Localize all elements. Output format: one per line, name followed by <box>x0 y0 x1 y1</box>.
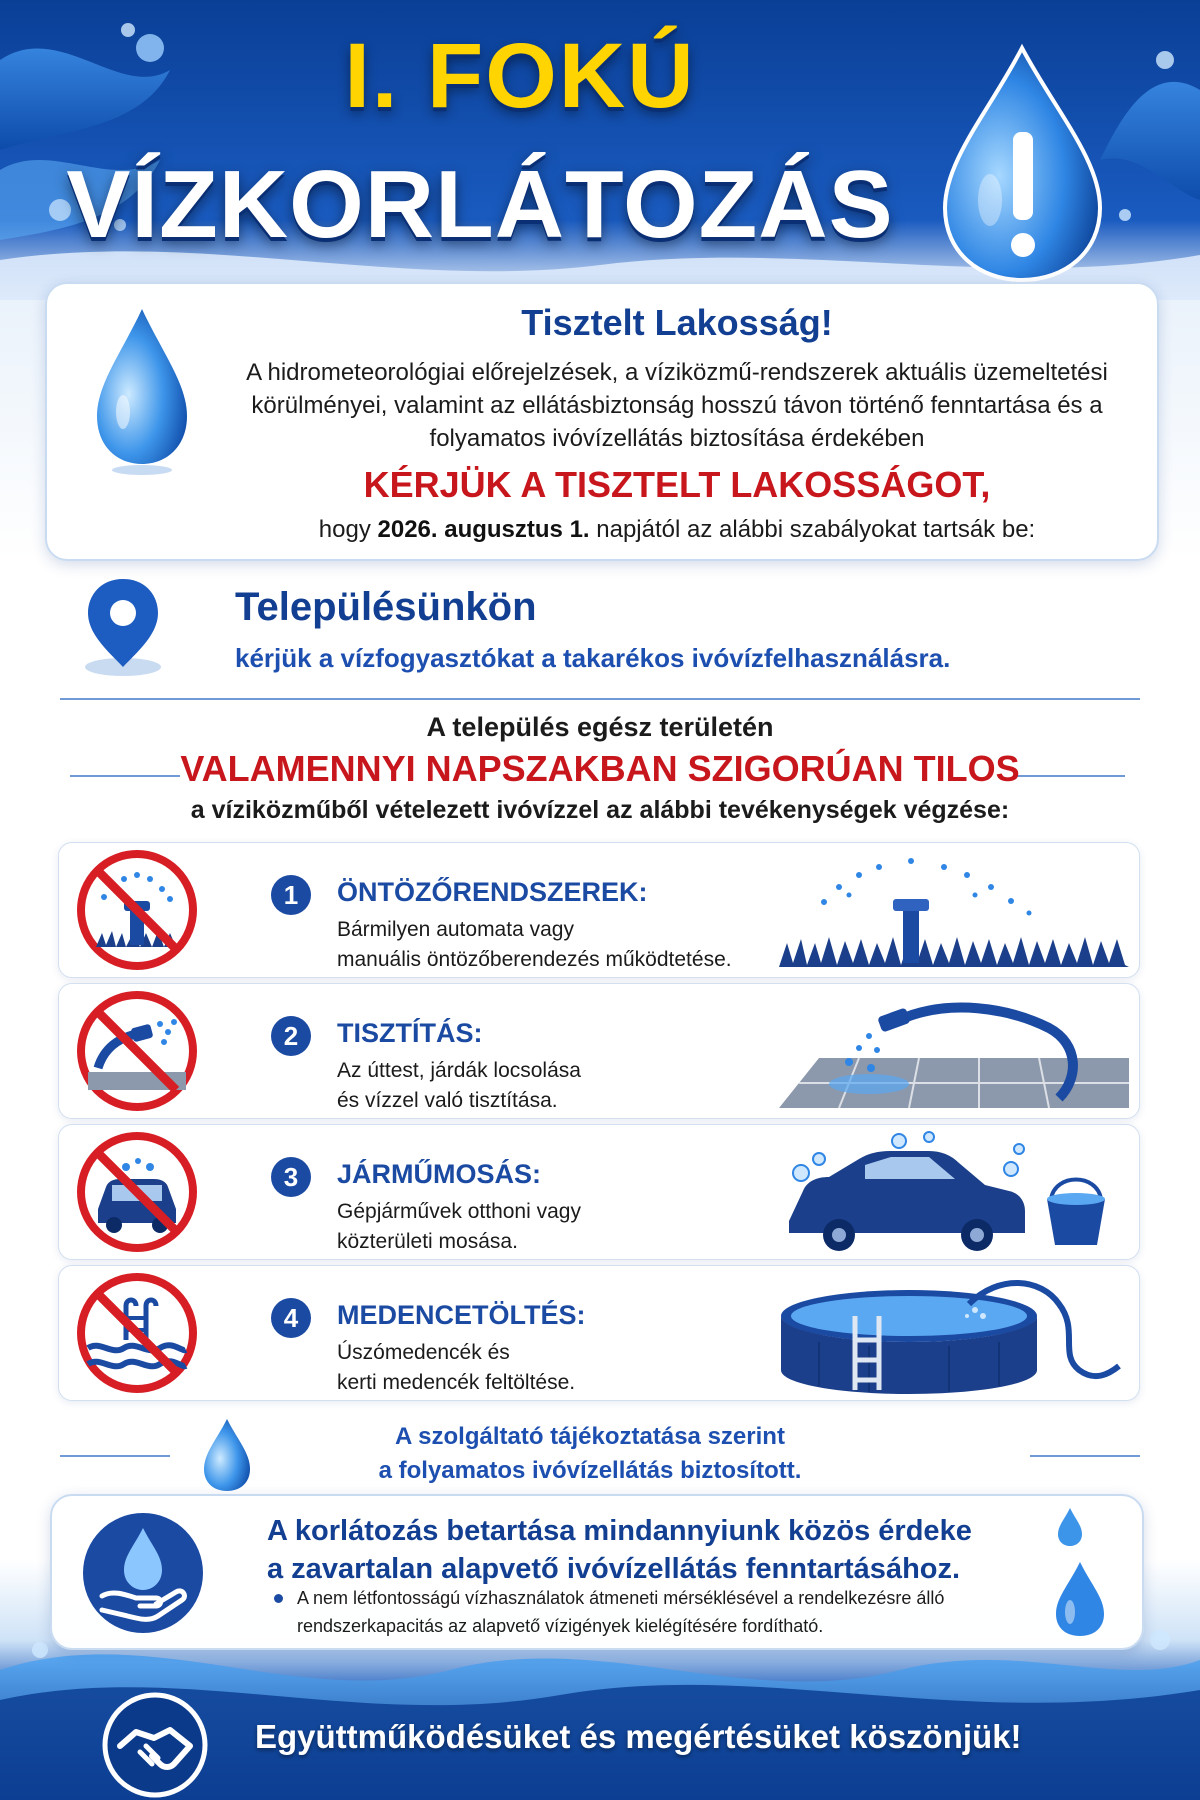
divider <box>60 1455 170 1457</box>
info-text <box>370 1420 810 1488</box>
bullet-line: A nem létfontosságú vízhasználatok átmeneti mérséklésével a rendelkezésre álló <box>297 1588 945 1608</box>
no-hose-icon <box>74 988 200 1114</box>
info-line: A szolgáltató tájékoztatása szerint <box>395 1423 785 1450</box>
rule-item <box>58 842 1140 978</box>
rule-number: 2 <box>271 1016 311 1056</box>
rule-description-line: Bármilyen automata vagy <box>337 918 574 941</box>
thanks-message: Együttműködésüket és megértésüket köszönjük! <box>255 1718 1022 1755</box>
title-line-2: VÍZKORLÁTOZÁS <box>66 151 894 258</box>
date-suffix: napjától az alábbi szabályokat tartsák be: <box>596 516 1036 543</box>
car-wash-illustration <box>779 1129 1129 1255</box>
town-title: Településünkön <box>235 585 537 629</box>
common-interest-title <box>267 1512 972 1588</box>
common-interest-card <box>50 1494 1144 1650</box>
effective-date: 2026. augusztus 1. <box>377 516 590 543</box>
common-title-line: A korlátozás betartása mindannyiunk közös érdeke <box>267 1515 972 1547</box>
no-pool-icon <box>74 1270 200 1396</box>
hand-drop-icon <box>80 1510 206 1636</box>
bullet-dot <box>274 1594 283 1603</box>
request-headline: KÉRJÜK A TISZTELT LAKOSSÁGOT, <box>363 464 991 505</box>
rule-description-line: Az úttest, járdák locsolása <box>337 1059 581 1082</box>
divider <box>60 698 1140 700</box>
rule-number: 3 <box>271 1157 311 1197</box>
town-subtitle: kérjük a vízfogyasztókat a takarékos ivóvízfelhasználásra. <box>235 643 951 673</box>
rule-title: JÁRMŰMOSÁS: <box>337 1159 542 1189</box>
rule-number: 1 <box>271 875 311 915</box>
rule-description <box>337 1197 777 1257</box>
common-bullet-text <box>297 1584 1037 1640</box>
rule-description <box>337 1056 777 1116</box>
rule-description <box>337 1338 777 1398</box>
ban-subtitle: a víziközműből vételezett ivóvízzel az alábbi tevékenységek végzése: <box>190 796 1010 824</box>
rule-title: TISZTÍTÁS: <box>337 1018 483 1048</box>
intro-card <box>45 282 1159 561</box>
water-drop-icon <box>200 1415 254 1495</box>
rule-title: MEDENCETÖLTÉS: <box>337 1300 586 1330</box>
ban-intro: A település egész területén <box>426 712 774 742</box>
date-line <box>197 516 1157 544</box>
bullet-line: rendszerkapacitás az alapvető vízigények kielégítésére fordítható. <box>297 1616 824 1636</box>
rule-number: 4 <box>271 1298 311 1338</box>
intro-text: A hidrometeorológiai előrejelzések, a víziközmű-rendszerek aktuális üzemeltetési körülményei, valamint az ellátásbiztonság hosszú távon történő fenntartása és a folyamatos ivóvízellátás biztosítása érdekében <box>246 359 1108 452</box>
rule-description <box>337 915 777 975</box>
common-title-line: a zavartalan alapvető ivóvízellátás fenntartásához. <box>267 1553 961 1585</box>
info-line: a folyamatos ivóvízellátás biztosított. <box>378 1457 802 1484</box>
divider <box>1030 1455 1140 1457</box>
sprinkler-illustration <box>779 847 1129 973</box>
ban-title: VALAMENNYI NAPSZAKBAN SZIGORÚAN TILOS <box>180 748 1020 789</box>
rule-description-line: Gépjárművek otthoni vagy <box>337 1200 581 1223</box>
warning-drop-icon <box>935 40 1110 285</box>
date-prefix: hogy <box>318 516 371 543</box>
rule-description-line: kerti medencék feltöltése. <box>337 1371 576 1394</box>
no-sprinkler-icon <box>74 847 200 973</box>
rule-description-line: Úszómedencék és <box>337 1341 510 1364</box>
greeting: Tisztelt Lakosság! <box>521 302 833 343</box>
handshake-icon <box>100 1690 210 1800</box>
pool-filling-illustration <box>779 1270 1129 1396</box>
rule-item <box>58 1265 1140 1401</box>
hose-cleaning-illustration <box>779 988 1129 1114</box>
rule-item <box>58 1124 1140 1260</box>
water-drop-icon <box>87 304 197 479</box>
rule-description-line: manuális öntözőberendezés működtetése. <box>337 948 732 971</box>
water-drops-icon <box>1042 1502 1112 1642</box>
rule-item <box>58 983 1140 1119</box>
no-car-wash-icon <box>74 1129 200 1255</box>
rule-description-line: közterületi mosása. <box>337 1230 518 1253</box>
title-line-1: I. FOKÚ <box>344 25 696 127</box>
location-pin-icon <box>78 575 168 680</box>
rule-description-line: és vízzel való tisztítása. <box>337 1089 558 1112</box>
rule-title: ÖNTÖZŐRENDSZEREK: <box>337 877 648 907</box>
